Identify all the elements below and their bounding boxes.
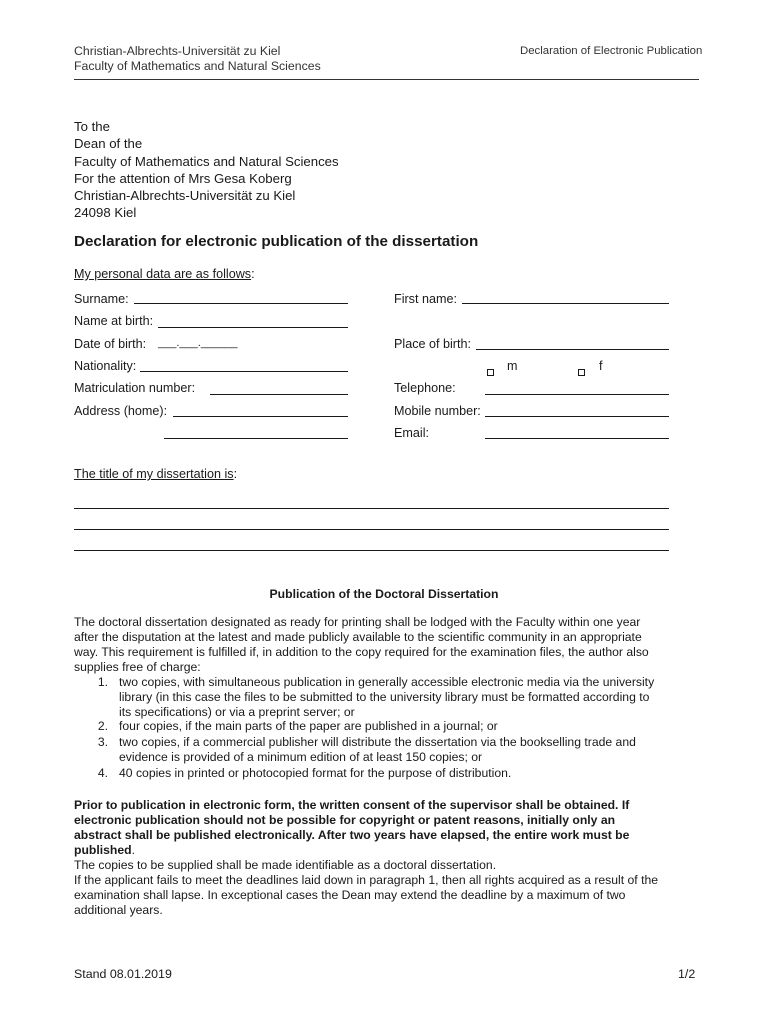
consent-end: . [131, 843, 135, 857]
dissertation-heading-colon: : [233, 467, 238, 481]
dissertation-heading-text: The title of my dissertation is [74, 467, 234, 481]
email-label: Email: [394, 426, 429, 440]
email-field[interactable] [485, 438, 669, 439]
personal-data-heading [74, 267, 255, 281]
intro-line: way. This requirement is fulfilled if, in addition to the copy required for the examination files, the author also [74, 645, 649, 659]
gender-f-label: f [599, 359, 603, 373]
closing-line: additional years. [74, 903, 163, 917]
telephone-label: Telephone: [394, 381, 456, 395]
list-item-line: library (in this case the files to be submitted to the university library must be formatted according to [119, 690, 650, 704]
publication-heading: Publication of the Doctoral Dissertation [269, 587, 499, 601]
address-field-1[interactable] [173, 416, 348, 417]
footer-stand: Stand 08.01.2019 [74, 967, 172, 981]
consent-line: published [74, 843, 132, 857]
recipient-line: For the attention of Mrs Gesa Koberg [74, 170, 292, 186]
address-field-2[interactable] [164, 438, 348, 439]
list-item-line: four copies, if the main parts of the paper are published in a journal; or [119, 719, 498, 733]
personal-data-heading-text: My personal data are as follows [74, 267, 252, 281]
gender-f-checkbox[interactable] [578, 363, 585, 381]
place-of-birth-label: Place of birth: [394, 337, 472, 351]
intro-line: after the disputation at the latest and made publicly available to the scientific community in an appropriate [74, 630, 642, 644]
gender-m-label: m [507, 359, 518, 373]
mobile-field[interactable] [485, 416, 669, 417]
nationality-label: Nationality: [74, 359, 137, 373]
closing-line: The copies to be supplied shall be made identifiable as a doctoral dissertation. [74, 858, 497, 872]
recipient-address [74, 118, 339, 222]
consent-line: Prior to publication in electronic form, the written consent of the supervisor shall be obtained. If [74, 798, 630, 812]
recipient-line: Faculty of Mathematics and Natural Sciences [74, 153, 339, 169]
dissertation-heading [74, 467, 237, 481]
surname-label: Surname: [74, 292, 129, 306]
name-at-birth-field[interactable] [158, 327, 348, 328]
dissertation-title-line-1[interactable] [74, 508, 669, 509]
document-title: Declaration for electronic publication of the dissertation [74, 233, 479, 250]
matriculation-field[interactable] [210, 394, 348, 395]
header-university: Christian-Albrechts-Universität zu Kiel [74, 44, 281, 58]
mobile-label: Mobile number: [394, 404, 481, 418]
list-item-line: two copies, if a commercial publisher will distribute the dissertation via the bookselling trade and [119, 735, 636, 749]
header-faculty: Faculty of Mathematics and Natural Sciences [74, 59, 321, 73]
date-of-birth-field[interactable]: ___.___.______ [158, 337, 238, 349]
footer-page-number: 1/2 [678, 967, 696, 981]
list-item-line: evidence is provided of a minimum edition of at least 150 copies; or [119, 750, 483, 764]
header-rule [74, 79, 699, 80]
consent-line: electronic publication should not be possible for copyright or patent reasons, initially only an [74, 813, 616, 827]
recipient-line: Dean of the [74, 136, 143, 152]
consent-line: abstract shall be published electronically. After two years have elapsed, the entire work must be [74, 828, 630, 842]
recipient-line: Christian-Albrechts-Universität zu Kiel [74, 188, 296, 204]
list-item-number: 2. [97, 719, 108, 733]
intro-line: supplies free of charge: [74, 660, 201, 674]
place-of-birth-field[interactable] [476, 349, 669, 350]
surname-field[interactable] [134, 303, 348, 304]
publication-intro [74, 615, 714, 675]
list-item-number: 4. [97, 766, 108, 780]
closing-line: If the applicant fails to meet the deadlines laid down in paragraph 1, then all rights acquired as a result of the [74, 873, 659, 887]
recipient-line: To the [74, 119, 110, 134]
first-name-label: First name: [394, 292, 457, 306]
personal-data-heading-colon: : [251, 267, 255, 281]
recipient-line: 24098 Kiel [74, 205, 137, 221]
matriculation-label: Matriculation number: [74, 381, 196, 395]
date-of-birth-label: Date of birth: [74, 337, 147, 351]
list-item-line: two copies, with simultaneous publication in generally accessible electronic media via the university [119, 675, 655, 689]
name-at-birth-label: Name at birth: [74, 314, 154, 328]
header-doc-type: Declaration of Electronic Publication [520, 45, 703, 57]
list-item-number: 1. [97, 675, 108, 689]
address-label: Address (home): [74, 404, 168, 418]
list-item-line: its specifications) or via a preprint server; or [119, 705, 355, 719]
consent-paragraph [74, 798, 714, 858]
first-name-field[interactable] [462, 303, 669, 304]
closing-paragraph [74, 858, 714, 918]
dissertation-title-line-3[interactable] [74, 550, 669, 551]
list-item-number: 3. [97, 735, 108, 749]
intro-line: The doctoral dissertation designated as ready for printing shall be lodged with the Faculty within one year [74, 615, 641, 629]
gender-m-checkbox[interactable] [487, 363, 494, 381]
telephone-field[interactable] [485, 394, 669, 395]
dissertation-title-line-2[interactable] [74, 529, 669, 530]
list-item-line: 40 copies in printed or photocopied format for the purpose of distribution. [119, 766, 512, 780]
nationality-field[interactable] [140, 371, 348, 372]
closing-line: examination shall lapse. In exceptional cases the Dean may extend the deadline by a maximum of two [74, 888, 626, 902]
